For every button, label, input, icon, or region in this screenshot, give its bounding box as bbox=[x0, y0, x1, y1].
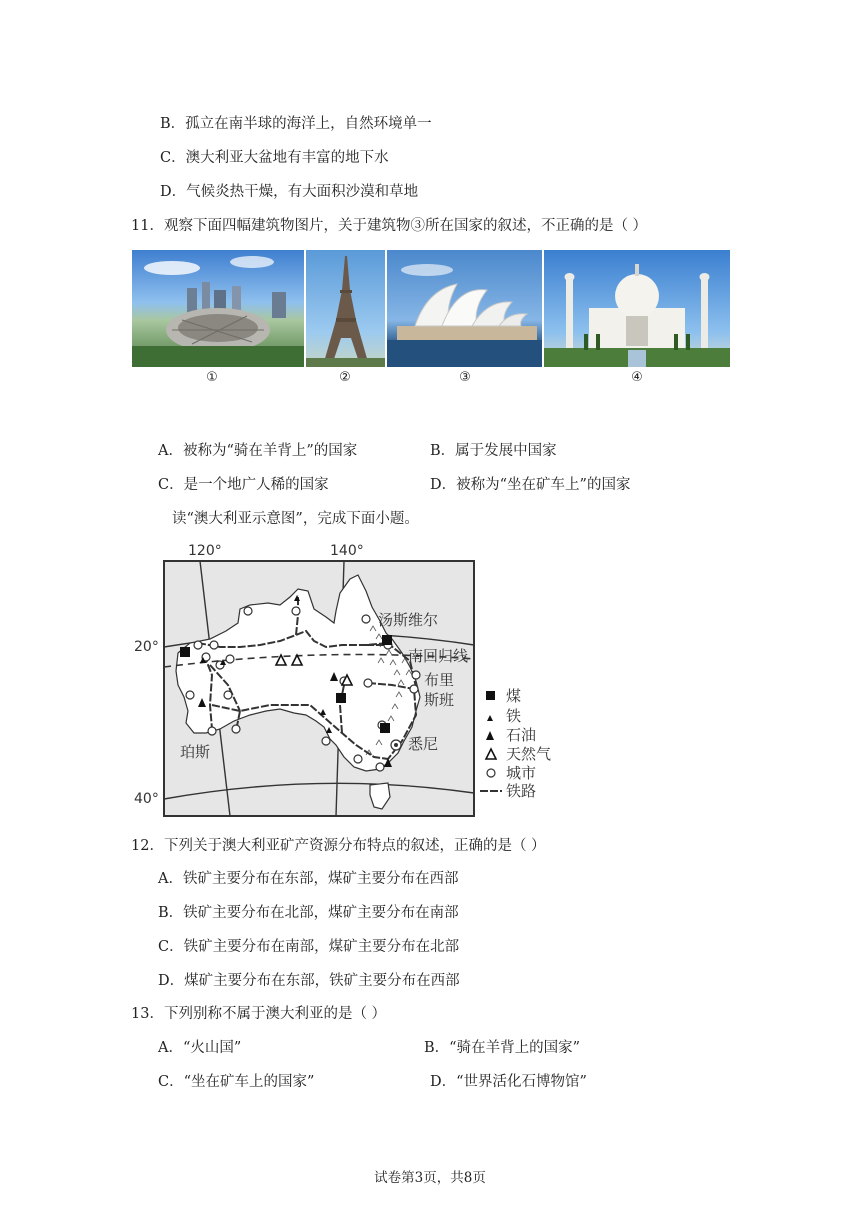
legend-iron-icon bbox=[487, 715, 493, 721]
caption-2: ② bbox=[339, 370, 351, 385]
label-townsville: 汤斯维尔 bbox=[378, 611, 439, 629]
q13-stem: 13．下列别称不属于澳大利亚的是（ ） bbox=[131, 1006, 387, 1022]
q12-option-a: A．铁矿主要分布在东部，煤矿主要分布在西部 bbox=[158, 871, 459, 887]
photo-eiffel-tower bbox=[306, 250, 385, 367]
q10-option-c: C．澳大利亚大盆地有丰富的地下水 bbox=[160, 150, 389, 166]
australia-map bbox=[130, 535, 570, 825]
legend-railway: 铁路 bbox=[506, 782, 537, 800]
q11-option-d: D．被称为“坐在矿车上”的国家 bbox=[430, 477, 631, 493]
legend-gas: 天然气 bbox=[506, 745, 552, 763]
label-brisbane-2: 斯班 bbox=[424, 691, 455, 709]
legend-oil: 石油 bbox=[506, 726, 537, 744]
label-brisbane-1: 布里 bbox=[424, 671, 455, 689]
caption-1: ① bbox=[206, 370, 218, 385]
caption-4: ④ bbox=[631, 370, 643, 385]
q12-option-c: C．铁矿主要分布在南部，煤矿主要分布在北部 bbox=[158, 939, 460, 955]
q10-option-d: D．气候炎热干燥，有大面积沙漠和草地 bbox=[160, 184, 419, 200]
q11-option-b: B．属于发展中国家 bbox=[430, 443, 557, 459]
label-perth: 珀斯 bbox=[180, 743, 211, 761]
photo-taj-mahal bbox=[544, 250, 730, 367]
label-tropic: 南回归线 bbox=[408, 647, 469, 665]
map-intro: 读“澳大利亚示意图”，完成下面小题。 bbox=[172, 511, 419, 527]
legend-coal-icon bbox=[486, 691, 495, 700]
legend-coal: 煤 bbox=[506, 687, 522, 705]
lon-label-120: 120° bbox=[188, 543, 222, 559]
q13-option-c: C．“坐在矿车上的国家” bbox=[158, 1074, 315, 1090]
photo-birds-nest bbox=[132, 250, 304, 367]
legend-gas-icon bbox=[486, 749, 496, 759]
legend-city: 城市 bbox=[506, 764, 537, 782]
lat-label-20: 20° bbox=[134, 639, 159, 655]
map-legend bbox=[480, 687, 551, 800]
q12-stem: 12．下列关于澳大利亚矿产资源分布特点的叙述，正确的是（ ） bbox=[131, 838, 546, 854]
lon-label-140: 140° bbox=[330, 543, 364, 559]
q12-option-d: D．煤矿主要分布在东部，铁矿主要分布在西部 bbox=[158, 973, 460, 989]
q13-option-a: A．“火山国” bbox=[158, 1040, 242, 1056]
q10-option-b: B．孤立在南半球的海洋上，自然环境单一 bbox=[160, 116, 432, 132]
q13-option-d: D．“世界活化石博物馆” bbox=[430, 1074, 587, 1090]
legend-city-icon bbox=[487, 769, 495, 777]
q12-option-b: B．铁矿主要分布在北部，煤矿主要分布在南部 bbox=[158, 905, 459, 921]
q11-stem: 11．观察下面四幅建筑物图片，关于建筑物③所在国家的叙述，不正确的是（ ） bbox=[131, 218, 648, 234]
q13-option-b: B．“骑在羊背上的国家” bbox=[424, 1040, 580, 1056]
page-footer: 试卷第3页，共8页 bbox=[374, 1170, 486, 1186]
q11-option-c: C．是一个地广人稀的国家 bbox=[158, 477, 329, 493]
photo-sydney-opera-house bbox=[387, 250, 542, 367]
q11-option-a: A．被称为“骑在羊背上”的国家 bbox=[158, 443, 358, 459]
legend-iron: 铁 bbox=[506, 707, 522, 725]
legend-oil-icon bbox=[486, 731, 494, 740]
label-sydney: 悉尼 bbox=[408, 735, 439, 753]
caption-3: ③ bbox=[459, 370, 471, 385]
lat-label-40: 40° bbox=[134, 791, 159, 807]
